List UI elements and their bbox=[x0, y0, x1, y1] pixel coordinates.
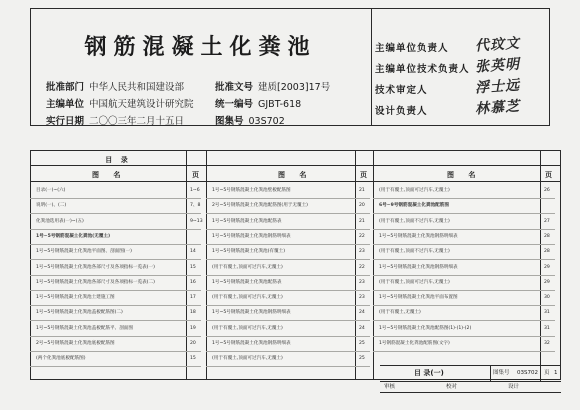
toc-item-name: 说明(一)、(二) bbox=[36, 203, 67, 209]
page-label: 页 bbox=[544, 370, 550, 376]
toc-row bbox=[379, 184, 560, 198]
toc-item-page: 23 bbox=[359, 279, 365, 285]
toc-row bbox=[379, 199, 560, 213]
toc-row bbox=[36, 230, 206, 244]
toc-item-name: (用于有覆土,顶面不过汽车,无覆土) bbox=[379, 218, 450, 224]
toc-item-name: 1号~5号钢筋混凝土化粪池土建施工图 bbox=[36, 295, 115, 301]
meta-code: 统一编号 GJBT-618 bbox=[215, 99, 302, 110]
sheet-label: 目 录(一) bbox=[414, 369, 444, 377]
toc-item-page: 32 bbox=[544, 341, 550, 346]
toc-item-page: 30 bbox=[544, 295, 550, 301]
toc-row bbox=[212, 261, 375, 275]
toc-item-name: (用于有覆土,顶面不过汽车,无覆土) bbox=[379, 249, 450, 255]
toc-row bbox=[36, 199, 206, 213]
header-rule bbox=[30, 165, 561, 166]
toc-row bbox=[36, 306, 206, 320]
toc-item-page: 16 bbox=[190, 279, 196, 285]
toc-item-name: 1号钢筋混凝土化粪池配筋图(文字) bbox=[379, 341, 450, 346]
meta-doc: 批准文号 建质[2003]17号 bbox=[215, 82, 331, 93]
toc-item-page: 18 bbox=[190, 310, 196, 316]
col-head-name: 图 名 bbox=[278, 171, 313, 179]
toc-item-page: 9~13 bbox=[190, 218, 203, 224]
toc-item-name: 1号~5号钢筋混凝土化粪池各部尺寸及各项指标一览表(一) bbox=[36, 264, 155, 270]
toc-row bbox=[379, 245, 560, 259]
page-value: 1 bbox=[554, 370, 558, 376]
toc-row bbox=[212, 215, 375, 229]
toc-item-page: 24 bbox=[359, 325, 365, 331]
col-head-page: 页 bbox=[360, 171, 373, 179]
toc-item-name: (用于有覆土,顶面可过汽车,无覆土) bbox=[212, 295, 283, 301]
toc-item-page: 15 bbox=[190, 356, 196, 362]
checker-label: 校对 bbox=[446, 384, 458, 390]
toc-row bbox=[36, 352, 206, 366]
toc-item-name: 1号~5号钢筋混凝土化粪池盖板配筋图(二) bbox=[36, 310, 123, 316]
col-head-page: 页 bbox=[545, 171, 558, 179]
toc-item-name: 化粪池选用表(一)~(五) bbox=[36, 218, 84, 224]
toc-item-page: 19 bbox=[190, 325, 196, 331]
toc-row bbox=[379, 322, 560, 336]
row-rule bbox=[373, 351, 555, 352]
toc-row bbox=[212, 245, 375, 259]
toc-item-name: 1号~5号钢筋混凝土化粪池盖板配筋平、剖面图 bbox=[36, 325, 133, 331]
toc-row bbox=[212, 184, 375, 198]
toc-item-name: 1号~5号钢筋混凝土化粪池钢筋明细表 bbox=[212, 341, 291, 346]
toc-item-name: (用于有覆土,顶面可过汽车,无覆土) bbox=[212, 356, 283, 362]
toc-item-name: 1号~5号钢筋混凝土化粪池钢筋明细表 bbox=[379, 264, 458, 270]
toc-row bbox=[36, 184, 206, 198]
reviewer-label: 审核 bbox=[384, 384, 396, 390]
toc-row bbox=[379, 261, 560, 275]
atlas-value: 03S702 bbox=[517, 370, 538, 376]
header-rule bbox=[30, 181, 561, 182]
toc-item-page: 25 bbox=[359, 356, 365, 362]
toc-row bbox=[379, 230, 560, 244]
toc-row bbox=[36, 337, 206, 351]
toc-item-page: 24 bbox=[359, 310, 365, 316]
signature: 张英明 bbox=[474, 56, 521, 76]
toc-row bbox=[36, 291, 206, 305]
toc-row bbox=[212, 276, 375, 290]
role-row: 主编单位负责人 代玟文 bbox=[375, 40, 545, 60]
toc-item-page: 15 bbox=[190, 264, 196, 270]
meta-date: 实行日期 二〇〇三年二月十五日 bbox=[46, 116, 185, 127]
toc-item-page: 21 bbox=[359, 188, 365, 193]
toc-item-name: (用于有覆土,无覆土) bbox=[379, 310, 421, 316]
toc-item-page: 27 bbox=[544, 218, 550, 224]
toc-item-name: (用于有覆土,顶面可过汽车,无覆土) bbox=[212, 264, 283, 270]
toc-item-name: (用于有覆土,顶面可过汽车,无覆土) bbox=[379, 188, 450, 193]
toc-item-page: 14 bbox=[190, 249, 196, 255]
toc-row bbox=[379, 291, 560, 305]
signature: 林慕芝 bbox=[474, 98, 521, 118]
toc-item-page: 29 bbox=[544, 264, 550, 270]
toc-row bbox=[379, 337, 560, 351]
toc-item-name: 1号~5号钢筋混凝土化粪池配筋表 bbox=[212, 218, 282, 224]
toc-item-page: 23 bbox=[359, 295, 365, 301]
toc-item-page: 7、8 bbox=[190, 203, 201, 209]
toc-item-name: (用于有覆土,顶面可过汽车,无覆土) bbox=[212, 325, 283, 331]
toc-item-page: 21 bbox=[359, 218, 365, 224]
toc-item-name: 2号~5号钢筋混凝土化粪池底板配筋图 bbox=[36, 341, 115, 346]
toc-item-page: 31 bbox=[544, 325, 550, 331]
col-head-name: 图 名 bbox=[447, 171, 482, 179]
toc-item-name: 1号~5号钢筋混凝土化粪池各部尺寸及各项指标一览表(二) bbox=[36, 279, 155, 285]
toc-item-name: (用于有覆土,顶面可过汽车,无覆土) bbox=[379, 279, 450, 285]
col-head-name: 图 名 bbox=[92, 171, 127, 179]
designer-label: 设计 bbox=[508, 384, 520, 390]
signature: 浮士远 bbox=[474, 77, 521, 97]
toc-item-page: 17 bbox=[190, 295, 196, 301]
toc-item-name: 1号~5号钢筋混凝土化粪池配筋图(1)-(1)-(2) bbox=[379, 325, 472, 331]
toc-item-page: 25 bbox=[359, 341, 365, 346]
toc-row bbox=[379, 306, 560, 320]
toc-row bbox=[36, 261, 206, 275]
toc-item-page: 20 bbox=[190, 341, 196, 346]
toc-item-name: 1号~5号钢筋混凝土化粪池(无覆土) bbox=[36, 233, 111, 239]
toc-item-name: 1号~5号钢筋混凝土化粪池平面图、剖面图(一) bbox=[36, 249, 132, 255]
toc-item-name: 1号~5号钢筋混凝土化粪池配筋表 bbox=[212, 279, 282, 285]
toc-item-name: (两个化粪池底板配筋图) bbox=[36, 356, 86, 362]
signature-strip bbox=[380, 381, 561, 393]
toc-item-name: 1号~5号钢筋混凝土化粪池钢筋明细表 bbox=[212, 310, 291, 316]
row-rule bbox=[30, 366, 201, 367]
toc-row bbox=[212, 230, 375, 244]
toc-item-page: 20 bbox=[359, 203, 365, 209]
toc-row bbox=[212, 322, 375, 336]
signature: 代玟文 bbox=[474, 35, 521, 55]
header-divider bbox=[371, 8, 372, 126]
toc-item-page: 28 bbox=[544, 249, 550, 255]
role-row: 主编单位技术负责人 张英明 bbox=[375, 61, 545, 81]
role-row: 技术审定人 浮士远 bbox=[375, 82, 545, 102]
toc-item-name: 2号~5号钢筋混凝土化粪池配筋图(用于无覆土) bbox=[212, 203, 308, 209]
col-head-page: 页 bbox=[192, 171, 205, 179]
toc-row bbox=[212, 199, 375, 213]
atlas-label: 图集号 bbox=[493, 370, 510, 376]
toc-item-page: 29 bbox=[544, 279, 550, 285]
toc-item-page: 23 bbox=[359, 249, 365, 255]
toc-row bbox=[212, 291, 375, 305]
toc-item-page: 22 bbox=[359, 233, 365, 239]
toc-item-name: 1号~5号钢筋混凝土化粪池钢筋明细表 bbox=[379, 233, 458, 239]
toc-row bbox=[36, 322, 206, 336]
toc-row bbox=[36, 276, 206, 290]
toc-row bbox=[379, 215, 560, 229]
row-rule bbox=[206, 366, 370, 367]
toc-item-name: 1号~5号钢筋混凝土化粪池壁板配筋图 bbox=[212, 188, 291, 193]
toc-row bbox=[36, 245, 206, 259]
meta-atlas: 图集号 03S702 bbox=[215, 116, 285, 127]
toc-item-name: 1号~5号钢筋混凝土化粪池钢筋明细表 bbox=[212, 233, 291, 239]
toc-item-page: 22 bbox=[359, 264, 365, 270]
atlas-title: 钢筋混凝土化粪池 bbox=[84, 34, 317, 60]
toc-title: 目 录 bbox=[105, 156, 131, 164]
toc-item-page: 28 bbox=[544, 233, 550, 239]
toc-row bbox=[212, 306, 375, 320]
toc-item-name: 6号~9号钢筋混凝土化粪池配筋图 bbox=[379, 203, 449, 209]
toc-row bbox=[36, 215, 206, 229]
toc-row bbox=[379, 276, 560, 290]
toc-item-page: 31 bbox=[544, 310, 550, 316]
toc-item-name: 目录(一)~(六) bbox=[36, 188, 66, 193]
toc-item-name: 1号~5号钢筋混凝土化粪池(有覆土) bbox=[212, 249, 285, 255]
meta-dept: 批准部门 中华人民共和国建设部 bbox=[46, 82, 185, 93]
toc-row bbox=[212, 352, 375, 366]
toc-item-page: 1~6 bbox=[190, 188, 200, 193]
toc-row bbox=[212, 337, 375, 351]
toc-item-page: 26 bbox=[544, 188, 550, 193]
meta-editor: 主编单位 中国航天建筑设计研究院 bbox=[46, 99, 194, 110]
role-row: 设计负责人 林慕芝 bbox=[375, 103, 545, 123]
title-block bbox=[380, 365, 561, 381]
column-divider bbox=[206, 150, 207, 380]
toc-item-name: 1号~5号钢筋混凝土化粪池平面布置图 bbox=[379, 295, 458, 301]
